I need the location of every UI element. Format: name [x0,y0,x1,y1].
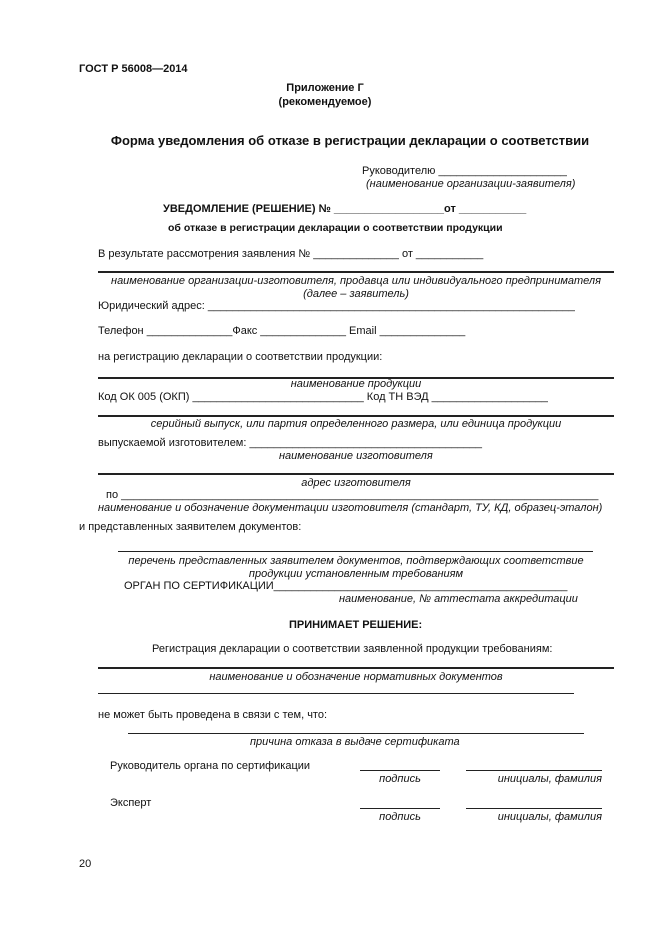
notice-subtitle: об отказе в регистрации декларации о соответствии продукции [168,222,503,234]
contacts-line: Телефон ______________Факс ______________ Email ______________ [98,325,466,337]
addressee-label [362,165,567,178]
appendix-title: Приложение Г [286,82,364,94]
manufacturer-caption: наименование изготовителя [279,450,433,462]
appendix-note: (рекомендуемое) [278,96,372,108]
head-signature-label: Руководитель органа по сертификации [110,760,311,772]
decision-text: Регистрация декларации о соответствии заявленной продукции требованиям: [152,643,553,655]
manufacturer-address-caption: адрес изготовителя [301,477,411,489]
review-line: В результате рассмотрения заявления № ______________ от ___________ [98,248,484,260]
batch-caption: серийный выпуск, или партия определенного размера, или единица продукции [150,418,562,430]
manufacturer-line: выпускаемой изготовителем: ______________________________________ [98,437,482,449]
submitted-rule [118,551,593,552]
form-title: Форма уведомления об отказе в регистрации декларации о соответствии [110,133,590,148]
expert-name-rule [466,808,602,809]
docs-line: по ______________________________________________________________________________ [106,489,599,501]
batch-rule [98,415,614,417]
applicant-caption-1: наименование организации-изготовителя, продавца или индивидуального предпринимателя [111,275,601,287]
reason-caption: причина отказа в выдаче сертификата [250,736,460,748]
registration-request: на регистрацию декларации о соответствии продукции: [98,351,383,363]
submitted-docs-line: и представленных заявителем документов: [79,521,302,533]
addressee-caption: (наименование организации-заявителя) [366,178,576,190]
docs-caption: наименование и обозначение документации изготовителя (стандарт, ТУ, КД, образец-эталон) [98,502,603,514]
addressee-label-text: Руководителю [362,165,436,177]
product-caption: наименование продукции [290,378,422,390]
standard-code: ГОСТ Р 56008—2014 [79,63,188,75]
addressee-blank: _____________________ [438,165,567,177]
cannot-line: не может быть проведена в связи с тем, что: [98,709,328,721]
normative-caption: наименование и обозначение нормативных документов [209,671,503,683]
decision-heading: ПРИНИМАЕТ РЕШЕНИЕ: [289,619,423,631]
normative-rule [98,667,614,669]
normative-extra-rule [98,693,574,694]
head-name-rule [466,770,602,771]
cert-body-caption: наименование, № аттестата аккредитации [339,593,578,605]
head-signature-rule [360,770,440,771]
submitted-caption-2: продукции установленным требованиям [248,568,464,580]
page-number: 20 [79,858,92,870]
head-signature-caption: подпись [379,773,421,785]
applicant-rule [98,271,614,273]
expert-signature-label: Эксперт [110,797,152,809]
notice-title: УВЕДОМЛЕНИЕ (РЕШЕНИЕ) № __________________от ___________ [163,203,527,215]
manufacturer-address-rule [98,473,614,475]
expert-signature-caption: подпись [379,811,421,823]
legal-address-line: Юридический адрес: ____________________________________________________________ [98,300,575,312]
applicant-caption-2: (далее – заявитель) [303,288,409,300]
submitted-caption-1: перечень представленных заявителем документов, подтверждающих соответствие [128,555,584,567]
codes-line: Код ОК 005 (ОКП) ____________________________ Код ТН ВЭД ___________________ [98,391,548,403]
head-name-caption: инициалы, фамилия [497,773,602,785]
expert-name-caption: инициалы, фамилия [497,811,602,823]
reason-rule [128,733,584,734]
expert-signature-rule [360,808,440,809]
cert-body-line: ОРГАН ПО СЕРТИФИКАЦИИ________________________________________________ [124,580,568,592]
